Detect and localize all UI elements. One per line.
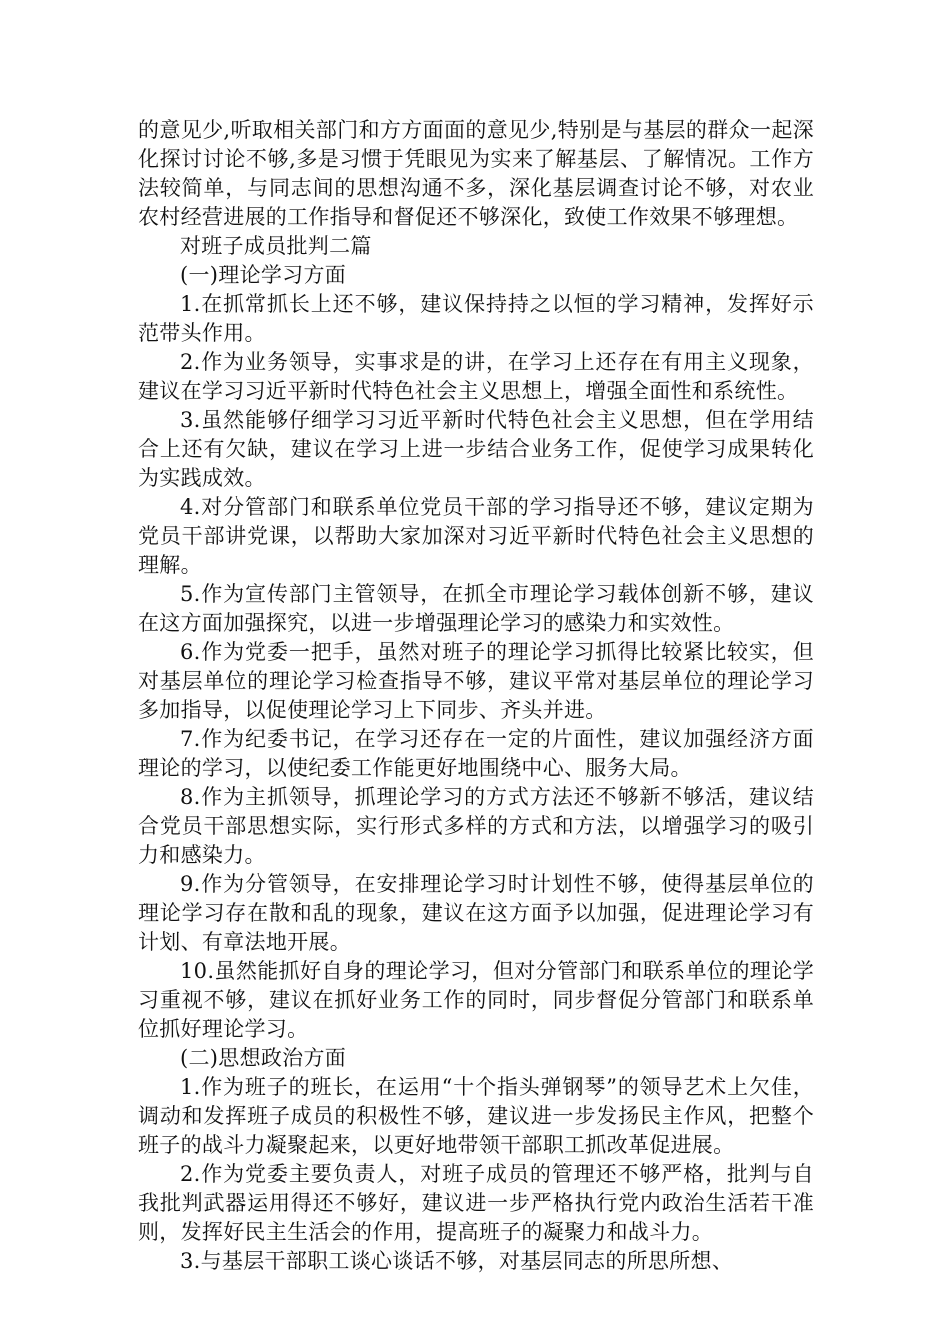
subsection-heading-theory: (一)理论学习方面 [180,263,347,287]
section-title: 对班子成员批判二篇 [180,234,372,258]
subsection-heading-politics: (二)思想政治方面 [180,1046,347,1070]
list-item: 2.作为党委主要负责人，对班子成员的管理还不够严格，批判与自我批判武器运用得还不够好，建议进一步严格执行党内政治生活若干准则，发挥好民主生活会的作用，提高班子的凝聚力和战斗力。 [138,1162,814,1244]
list-item: 6.作为党委一把手，虽然对班子的理论学习抓得比较紧比较实，但对基层单位的理论学习检查指导不够，建议平常对基层单位的理论学习多加指导，以促使理论学习上下同步、齐头并进。 [138,640,814,722]
list-item: 2.作为业务领导，实事求是的讲，在学习上还存在有用主义现象，建议在学习习近平新时代特色社会主义思想上，增强全面性和系统性。 [138,350,814,403]
list-item: 10.虽然能抓好自身的理论学习，但对分管部门和联系单位的理论学习重视不够，建议在抓好业务工作的同时，同步督促分管部门和联系单位抓好理论学习。 [138,959,814,1041]
list-item: 9.作为分管领导，在安排理论学习时计划性不够，使得基层单位的理论学习存在散和乱的现象，建议在这方面予以加强，促进理论学习有计划、有章法地开展。 [138,872,814,954]
list-item: 3.与基层干部职工谈心谈话不够，对基层同志的所思所想、 [180,1249,734,1273]
paragraph-intro: 的意见少,听取相关部门和方方面面的意见少,特别是与基层的群众一起深化探讨讨论不够,多是习惯于凭眼见为实来了解基层、了解情况。工作方法较简单，与同志间的思想沟通不多，深化基层调查讨论不够，对农业农村经营进展的工作指导和督促还不够深化，致使工作效果不够理想。 [138,118,814,229]
list-item: 1.作为班子的班长，在运用“十个指头弹钢琴”的领导艺术上欠佳，调动和发挥班子成员的积极性不够，建议进一步发扬民主作风，把整个班子的战斗力凝聚起来，以更好地带领干部职工抓改革促进展。 [138,1075,814,1157]
list-item: 5.作为宣传部门主管领导，在抓全市理论学习载体创新不够，建议在这方面加强探究，以进一步增强理论学习的感染力和实效性。 [138,582,814,635]
list-item: 1.在抓常抓长上还不够，建议保持持之以恒的学习精神，发挥好示范带头作用。 [138,292,814,345]
list-item: 4.对分管部门和联系单位党员干部的学习指导还不够，建议定期为党员干部讲党课，以帮助大家加深对习近平新时代特色社会主义思想的理解。 [138,495,814,577]
list-item: 7.作为纪委书记，在学习还存在一定的片面性，建议加强经济方面理论的学习，以使纪委工作能更好地围绕中心、服务大局。 [138,727,814,780]
list-item: 8.作为主抓领导，抓理论学习的方式方法还不够新不够活，建议结合党员干部思想实际，实行形式多样的方式和方法，以增强学习的吸引力和感染力。 [138,785,814,867]
list-item: 3.虽然能够仔细学习习近平新时代特色社会主义思想，但在学用结合上还有欠缺，建议在学习上进一步结合业务工作，促使学习成果转化为实践成效。 [138,408,814,490]
document-body [138,116,814,1276]
